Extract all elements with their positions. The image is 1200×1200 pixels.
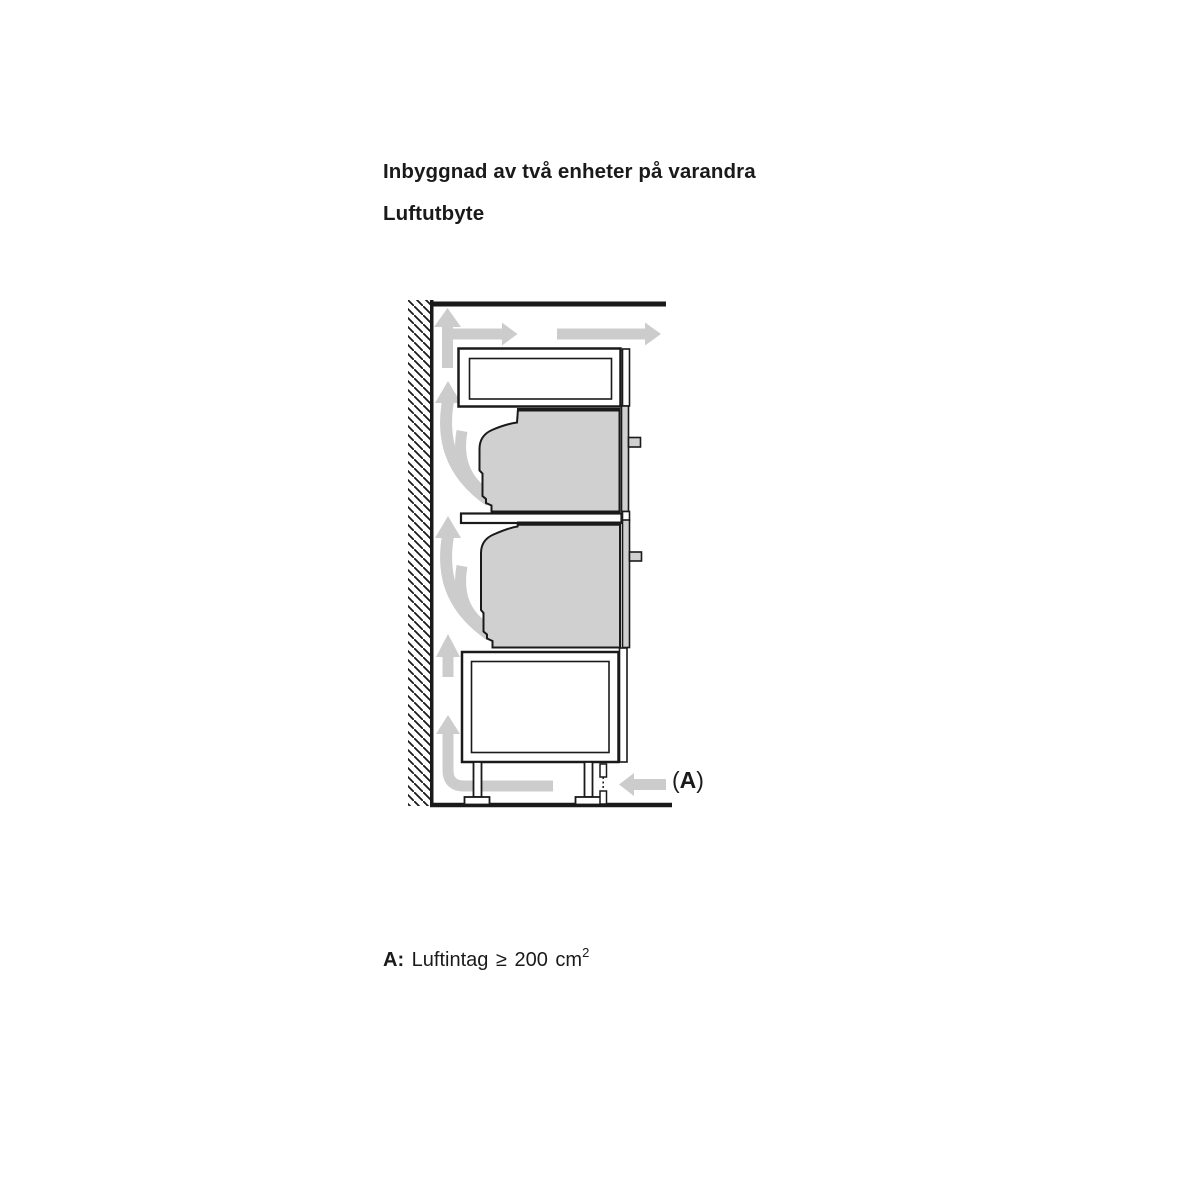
lower-oven-body — [481, 523, 620, 648]
legend-superscript: 2 — [582, 945, 590, 961]
top-vent-cabinet — [459, 349, 630, 407]
airflow-up-arrow-mid-icon — [436, 634, 460, 677]
plinth-opening-marker — [600, 764, 607, 804]
lower-oven-handle — [630, 552, 642, 561]
left-leg — [474, 762, 482, 797]
top-vent-cabinet-side-panel — [623, 349, 630, 406]
air-intake-arrow-icon — [619, 773, 666, 796]
upper-oven-door — [622, 406, 629, 512]
air-intake-label: (A) — [672, 767, 704, 793]
legend-key: A: — [383, 949, 405, 971]
lower-oven-door — [623, 520, 630, 648]
right-foot — [576, 797, 601, 805]
legend-text: Luftintag ≥ 200 cm — [404, 949, 583, 971]
wall-hatching — [408, 300, 432, 806]
upper-oven-body — [480, 409, 620, 512]
base-cabinet-side-panel — [620, 648, 628, 762]
left-foot — [465, 797, 490, 805]
section-subtitle: Luftutbyte — [383, 202, 485, 225]
intermediate-shelf-side-piece — [623, 512, 630, 521]
upper-oven — [480, 406, 641, 512]
airflow-right-arrow-icon — [557, 323, 661, 346]
lower-oven — [481, 520, 642, 648]
page-title: Inbyggnad av två enheter på varandra — [383, 160, 756, 183]
right-leg — [585, 762, 593, 797]
upper-oven-handle — [629, 438, 641, 448]
legend-caption — [383, 945, 590, 972]
base-cabinet — [462, 648, 627, 762]
